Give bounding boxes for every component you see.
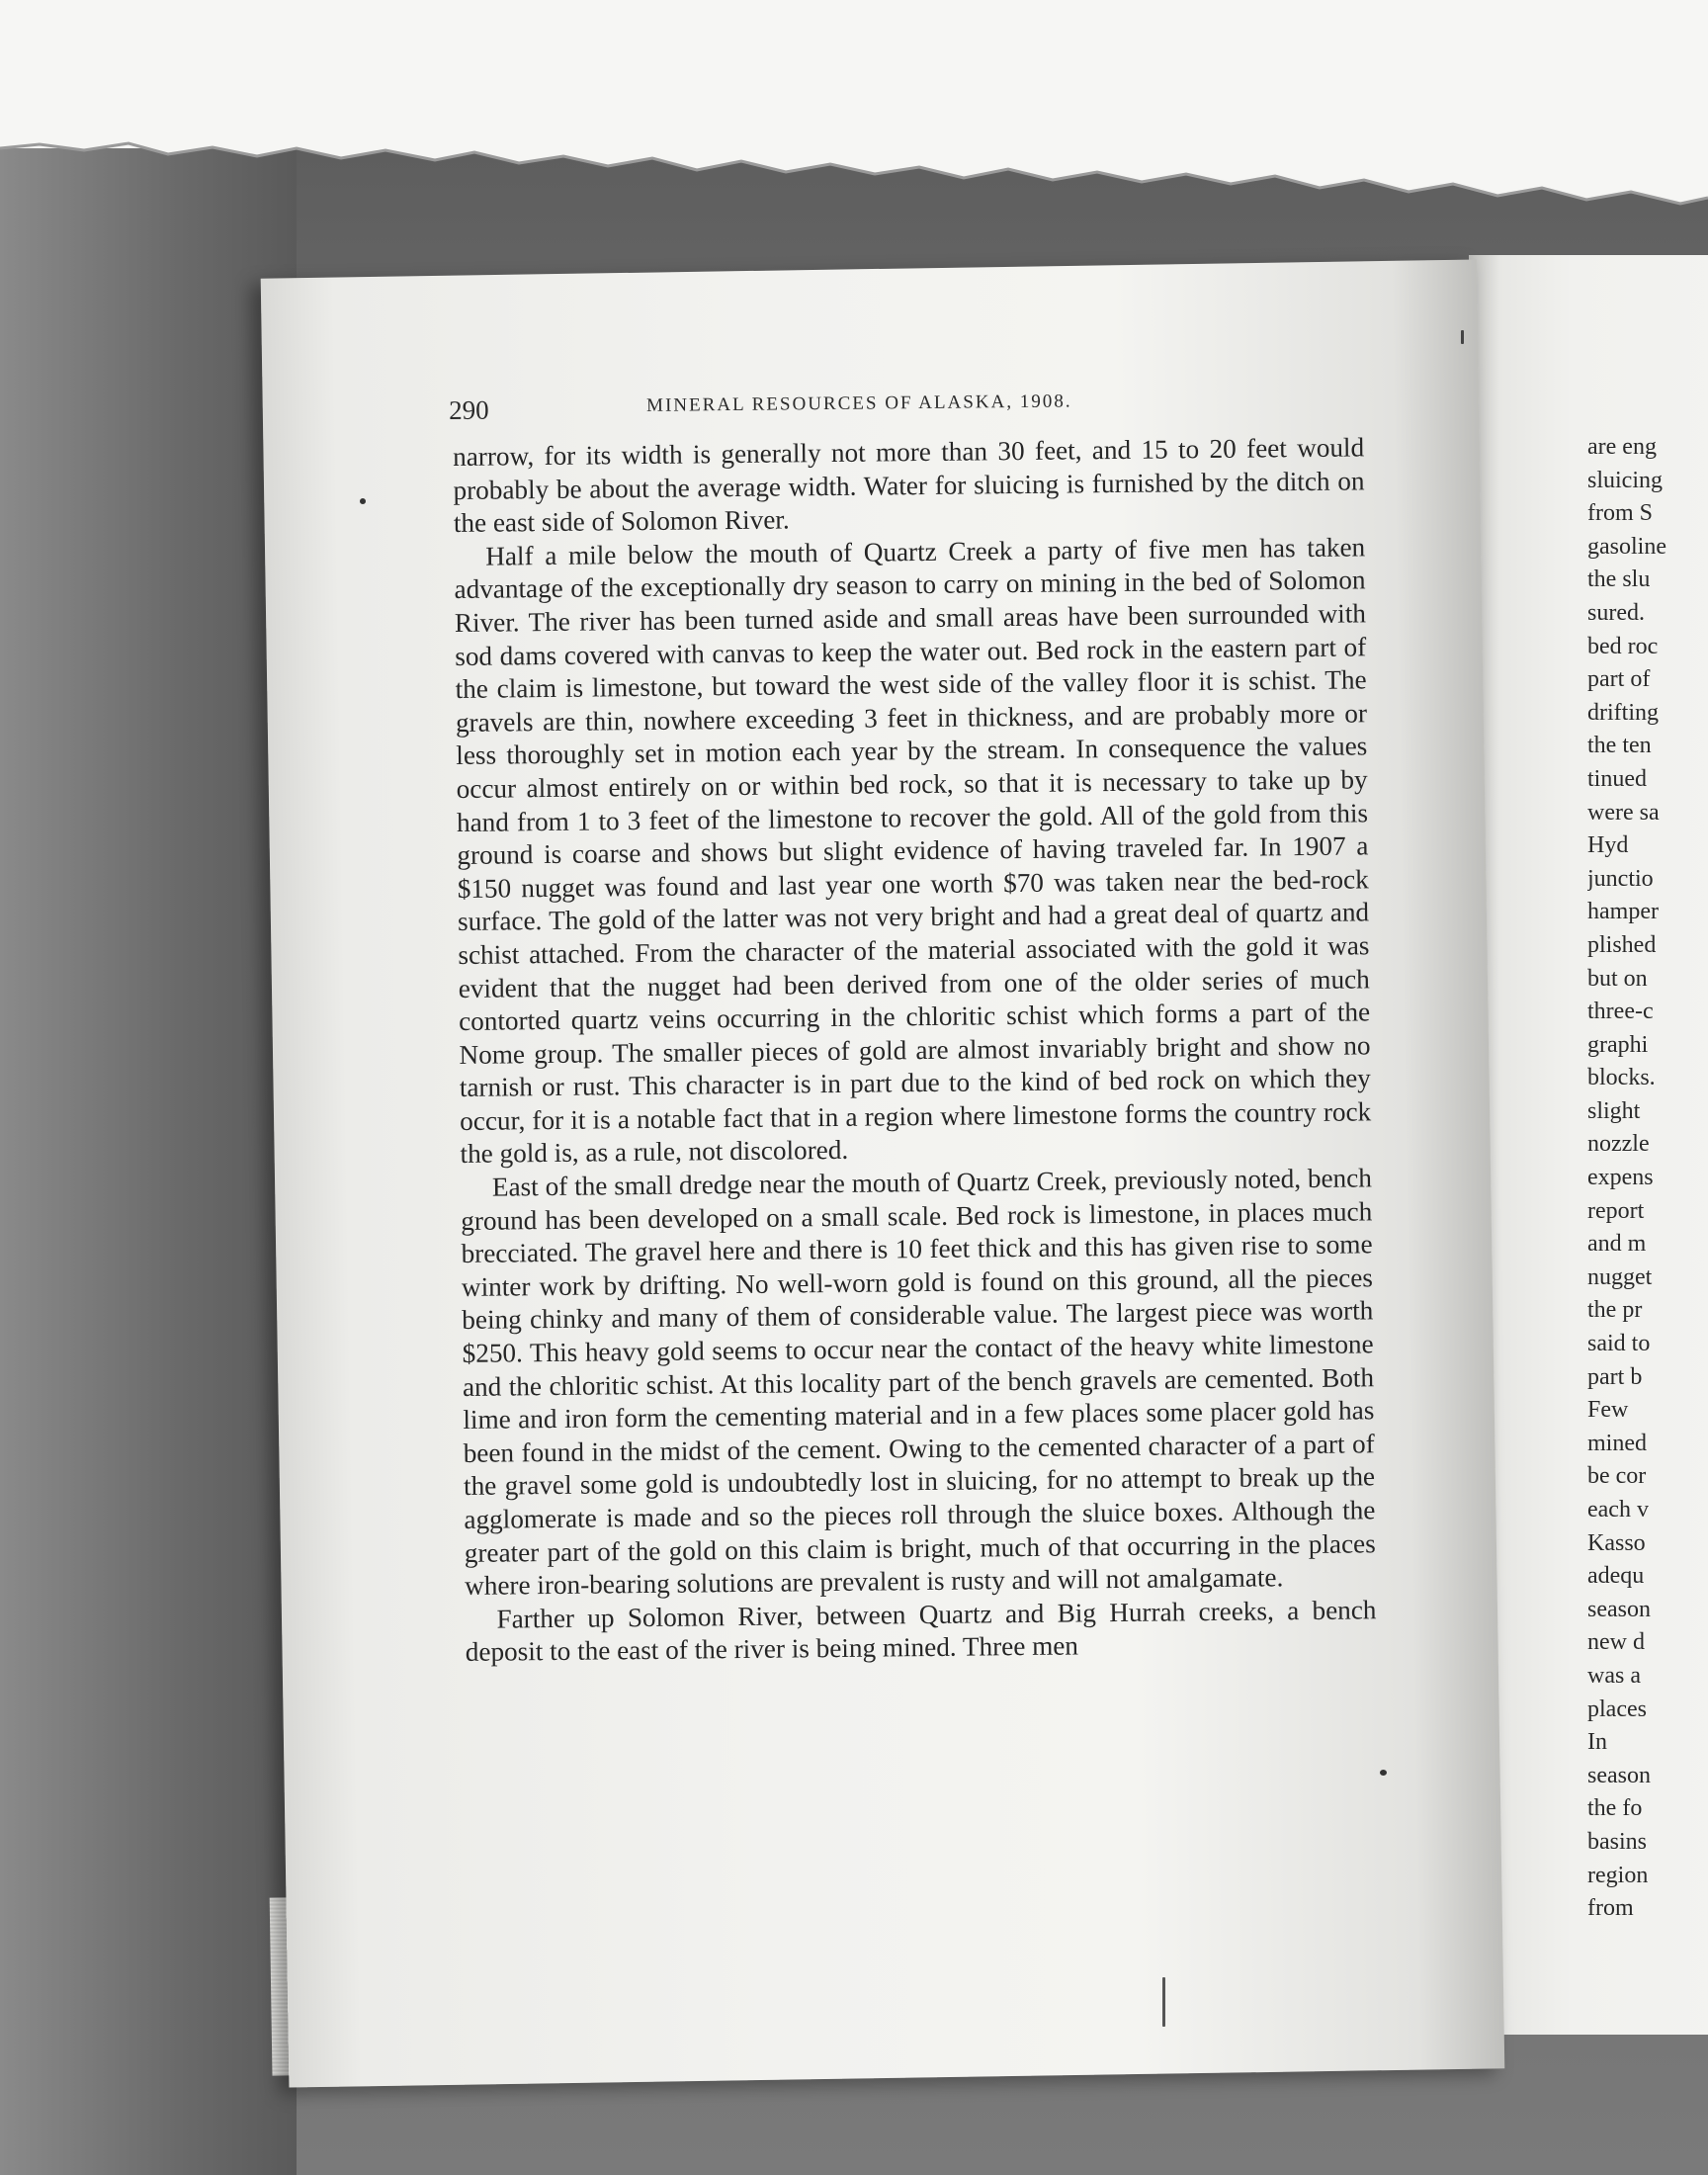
facing-line: gasoline [1587,533,1666,560]
paragraph: Half a mile below the mouth of Quartz Creek a party of five men has taken advantage of the exceptionally dry season to carry on mining in the bed of Solomon River. The river has been turned aside and small areas have been surrounded with sod dams covered with canvas to keep the water out. Bed rock in the eastern part of the claim is limestone, but toward the west side of the valley floor it is schist. The gravels are thin, nowhere exceeding 3 feet in thickness, and are probably more or less thoroughly set in motion each year by the stream. In consequence the values occur almost entirely on or within bed rock, so that it is necessary to take up by hand from 1 to 3 feet of the limestone to recover the gold. All of the gold from this ground is coarse and shows but slight evidence of having traveled far. In 1907 a $150 nugget was found and last year one worth $70 was taken near the bed-rock surface. The gold of the latter was not very bright and had a great deal of quartz and schist attached. From the character of the material associated with the gold it was evident that the nugget had been derived from one of the older series of much contorted quartz veins occurring in the chloritic schist which forms a part of the Nome group. The smaller pieces of gold are almost invariably bright and show no tarnish or rust. This character is in part due to the kind of bed rock on which they occur, for it is a notable fact that in a region where limestone forms the country rock the gold is, as a rule, not discolored. [454,532,1372,1170]
facing-line: slight [1587,1097,1641,1124]
facing-line: sured. [1587,599,1645,626]
facing-line: season [1587,1762,1651,1788]
facing-line: tinued [1587,765,1647,792]
facing-line: Few [1587,1397,1629,1424]
facing-line: mined [1587,1430,1647,1456]
scan-mark [1162,1977,1165,2027]
facing-line: the ten [1587,733,1652,759]
facing-line: nozzle [1587,1131,1650,1158]
facing-line: Kasso [1587,1529,1646,1556]
facing-line: three-c [1587,999,1654,1025]
facing-line: part b [1587,1363,1643,1390]
facing-line: In [1587,1729,1607,1756]
left-shadow [0,148,297,2175]
facing-line: plished [1587,931,1657,958]
paragraph: East of the small dredge near the mouth of Quartz Creek, previously noted, bench ground has been developed on a small scale. Bed rock is limestone, in places much brecciated. The gravel here and there is 10 feet thick and this has given rise to some winter work by drifting. No well-worn gold is found on this ground, all the pieces being chinky and many of them of considerable value. The largest piece was worth $250. This heavy gold seems to occur near the contact of the heavy white limestone and the chloritic schist. At this locality part of the bench gravels are cemented. Both lime and iron form the cementing material and in a few places some placer gold has been found in the midst of the cement. Owing to the cemented character of a part of the gravel some gold is undoubtedly lost in sluicing, for no attempt to break up the agglomerate is made and so the pieces roll through the sluice boxes. Although the greater part of the gold on this claim is bright, much of that occurring in the places where iron-bearing solutions are prevalent is rusty and will not amalgamate. [461,1163,1376,1602]
facing-line: junctio [1587,865,1654,892]
facing-line: season [1587,1596,1651,1622]
facing-line: drifting [1587,699,1659,726]
facing-line: region [1587,1862,1649,1888]
facing-line: blocks. [1587,1065,1656,1091]
paragraph: narrow, for its width is generally not more than 30 feet, and 15 to 20 feet would probably be about the average width. Water for sluicing is furnished by the ditch on the east side of Solomon River. [453,432,1365,539]
running-head: MINERAL RESOURCES OF ALASKA, 1908. [646,391,1072,416]
facing-line: adequ [1587,1563,1645,1590]
facing-line: hamper [1587,899,1659,925]
facing-line: basins [1587,1828,1647,1855]
facing-line: were sa [1587,799,1660,826]
facing-line: from [1587,1895,1634,1922]
torn-paper-edge [0,0,1708,237]
scan-mark [1461,330,1464,344]
facing-line: are eng [1587,434,1657,460]
facing-line: graphi [1587,1031,1649,1058]
facing-line: but on [1587,965,1648,992]
facing-line: sluicing [1587,467,1663,493]
facing-line: each v [1587,1497,1649,1522]
facing-line: the fo [1587,1795,1643,1822]
facing-line: the slu [1587,566,1651,593]
scan-speck [360,498,366,504]
facing-line: and m [1587,1231,1647,1258]
facing-line: from S [1587,500,1653,527]
paragraph: Farther up Solomon River, between Quartz and Big Hurrah creeks, a bench deposit to the east of the river is being mined. Three men [465,1595,1377,1668]
facing-line: was a [1587,1662,1641,1689]
facing-line: expens [1587,1165,1654,1191]
scan-speck [1380,1770,1387,1776]
facing-line: report [1587,1197,1645,1224]
page-body [453,431,1377,1670]
facing-line: nugget [1587,1263,1653,1290]
facing-line: Hyd [1587,832,1629,859]
facing-line: part of [1587,666,1651,693]
page-number: 290 [449,394,489,425]
facing-line: the pr [1587,1297,1643,1324]
facing-line: places [1587,1696,1647,1722]
facing-page-text [1587,431,1708,1926]
facing-line: be cor [1587,1463,1647,1490]
facing-line: bed roc [1587,633,1659,659]
facing-line: new d [1587,1629,1645,1656]
facing-line: said to [1587,1331,1651,1357]
